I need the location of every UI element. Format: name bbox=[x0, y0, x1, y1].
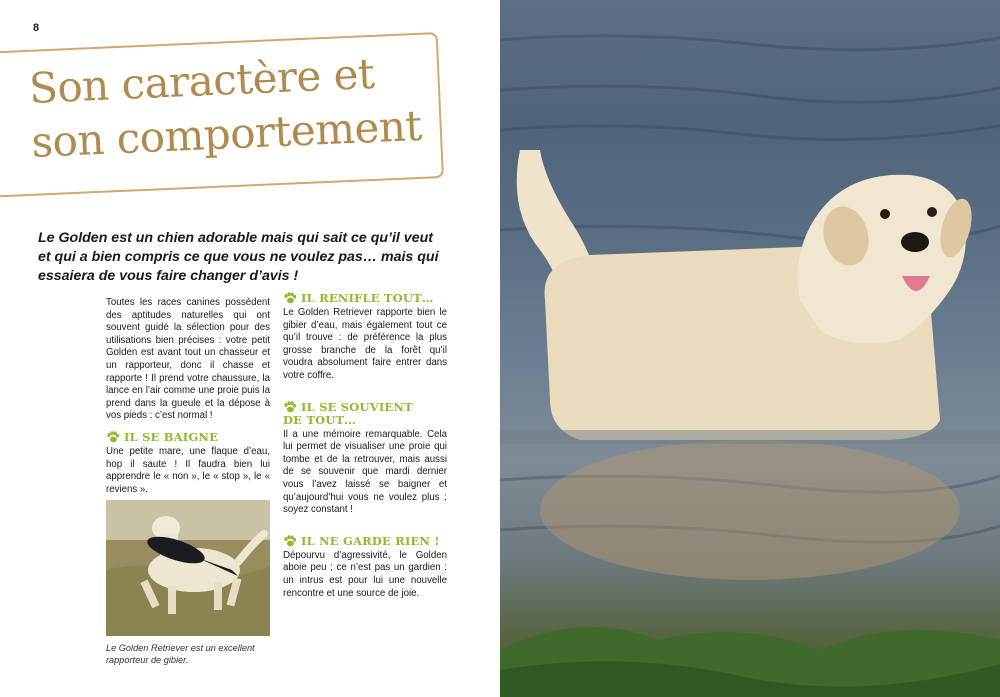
intro-paragraph: Toutes les races canines possèdent des aptitudes naturelles qui ont souvent guidé la sélection pour des utilisations bien précises : votre petit Golden est avant tout un chasseur et un rapporteur, donc il chasse et rapporte ! Il prend votre chaussure, la lance en l’air comme une proie puis la prend dans la gueule et la dépose à vos pieds : c’est normal ! bbox=[106, 297, 270, 422]
heading-text: IL SE BAIGNE bbox=[124, 429, 219, 444]
golden-retriever-in-water-image bbox=[500, 0, 1000, 697]
photo-caption: Le Golden Retriever est un excellent rapporteur de gibier. bbox=[106, 643, 255, 665]
paw-icon bbox=[283, 292, 297, 304]
heading-text bbox=[301, 401, 413, 414]
heading-il-se-baigne bbox=[106, 431, 270, 444]
heading-line-1: IL SE SOUVIENT bbox=[301, 399, 413, 414]
page-title bbox=[28, 44, 452, 170]
intro-text: Le Golden est un chien adorable mais qui sait ce qu’il veut et qui a bien compris ce que vous ne voulez pas… mais qui essaiera de vous faire changer d’avis ! bbox=[38, 230, 439, 284]
section-text: Le Golden Retriever rapporte bien le gibier d’eau, mais également tout ce qu’il trouve : de préférence la plus grosse branche de la forêt qu’il voudra absolument faire entrer dans votre coffre. bbox=[283, 307, 447, 381]
title-line-2: son comportement bbox=[30, 100, 423, 167]
right-column bbox=[283, 292, 447, 600]
paw-icon bbox=[283, 535, 297, 547]
heading-il-ne-garde-rien bbox=[283, 535, 447, 548]
left-column bbox=[106, 297, 270, 496]
paw-icon bbox=[283, 401, 297, 413]
heading-il-renifle-tout bbox=[283, 292, 447, 305]
heading-line-2: DE TOUT… bbox=[283, 412, 357, 427]
retriever-photo bbox=[106, 500, 270, 636]
heading-text: IL RENIFLE TOUT… bbox=[301, 291, 434, 305]
heading-il-se-souvient bbox=[283, 401, 447, 414]
title-line-1: Son caractère et bbox=[28, 48, 376, 113]
right-page-photo bbox=[500, 0, 1000, 697]
paw-icon bbox=[106, 431, 120, 443]
section-text: Une petite mare, une flaque d’eau, hop il saute ! Il faudra bien lui apprendre le « non », le « stop », le « reviens ». bbox=[106, 445, 270, 495]
page-number: 8 bbox=[33, 22, 40, 34]
heading-de-tout bbox=[283, 414, 447, 427]
section-text: Il a une mémoire remarquable. Cela lui permet de visualiser une proie qui tombe et de la retrouver, mais aussi de se souvenir que mardi dernier vous l’avez laissé se baigner et qu’aujourd’hui vous ne voulez plus : soyez constant ! bbox=[283, 428, 447, 516]
heading-text: IL NE GARDE RIEN ! bbox=[301, 533, 440, 548]
section-text: Dépourvu d’agressivité, le Golden aboie peu ; ce n’est pas un gardien : un intrus est pour lui une nouvelle rencontre et une source de joie. bbox=[283, 549, 447, 599]
retriever-with-bird-image bbox=[106, 500, 270, 636]
